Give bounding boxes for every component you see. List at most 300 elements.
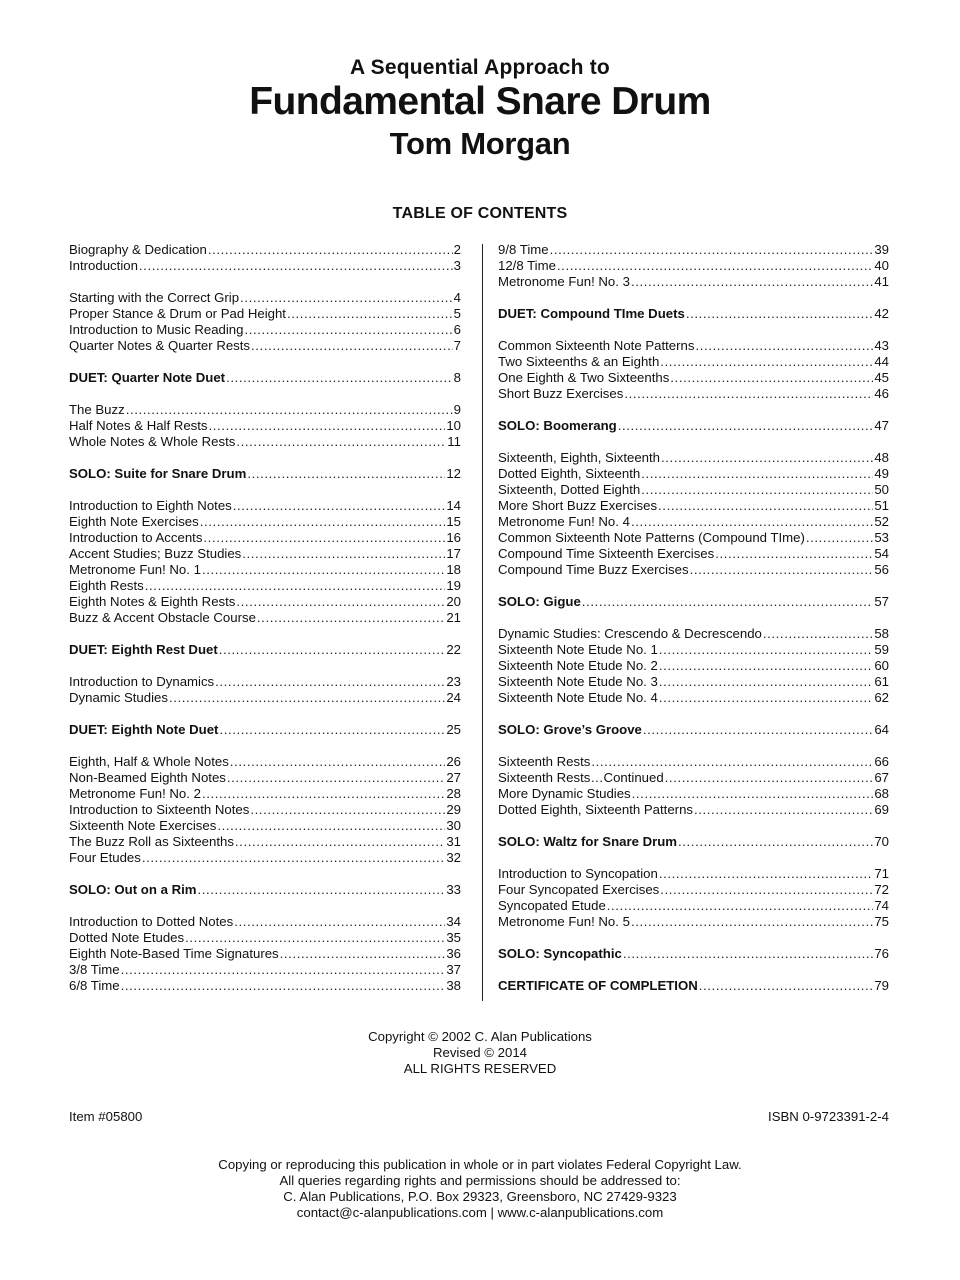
toc-entry-title: Sixteenth Note Etude No. 4	[498, 690, 658, 705]
toc-entry-page: 41	[874, 274, 889, 289]
dot-leader	[226, 370, 453, 386]
dot-leader	[202, 562, 445, 578]
toc-entry-page: 2	[453, 242, 461, 257]
toc-entry-page: 49	[874, 466, 889, 481]
dot-leader	[219, 722, 445, 738]
item-number: Item #05800	[69, 1109, 143, 1124]
dot-leader	[227, 770, 445, 786]
toc-entry	[498, 898, 889, 914]
toc-entry-title: Introduction to Music Reading	[69, 322, 244, 337]
toc-entry-title: DUET: Eighth Rest Duet	[69, 642, 218, 657]
dot-leader	[591, 754, 873, 770]
dot-leader	[607, 898, 874, 914]
publisher-contact: contact@c-alanpublications.com | www.c-alanpublications.com	[296, 1205, 664, 1220]
toc-entry-page: 11	[447, 434, 461, 449]
dot-leader	[690, 562, 874, 578]
dot-leader	[230, 754, 446, 770]
toc-entry-title: Metronome Fun! No. 2	[69, 786, 201, 801]
toc-entry	[498, 482, 889, 498]
legal-notice	[0, 1157, 960, 1221]
toc-entry-title: Dotted Note Etudes	[69, 930, 185, 945]
column-divider	[482, 244, 483, 1001]
toc-entry	[69, 610, 461, 626]
toc-entry	[69, 914, 461, 930]
toc-entry	[69, 514, 461, 530]
toc-entry-title: Introduction	[69, 258, 138, 273]
toc-entry	[498, 418, 889, 434]
dot-leader	[145, 578, 446, 594]
dot-leader	[121, 978, 446, 994]
toc-entry	[69, 882, 461, 898]
toc-entry-title: Four Syncopated Exercises	[498, 882, 660, 897]
toc-entry-page: 37	[446, 962, 461, 977]
toc-entry-page: 30	[446, 818, 461, 833]
toc-entry-title: Metronome Fun! No. 3	[498, 274, 630, 289]
dot-leader	[287, 306, 453, 322]
toc-entry	[69, 498, 461, 514]
toc-entry	[69, 754, 461, 770]
dot-leader	[236, 594, 445, 610]
toc-entry-title: Eighth Note Exercises	[69, 514, 199, 529]
dot-leader	[202, 786, 445, 802]
toc-entry-page: 74	[874, 898, 889, 913]
toc-entry-page: 21	[446, 610, 461, 625]
toc-entry	[498, 914, 889, 930]
toc-entry-page: 72	[874, 882, 889, 897]
dot-leader	[219, 642, 446, 658]
toc-entry-title: Starting with the Correct Grip	[69, 290, 240, 305]
dot-leader	[240, 290, 453, 306]
toc-entry	[498, 802, 889, 818]
dot-leader	[215, 674, 445, 690]
toc-entry	[498, 834, 889, 850]
toc-entry	[498, 642, 889, 658]
toc-entry	[69, 434, 461, 450]
toc-entry-page: 22	[446, 642, 461, 657]
dot-leader	[208, 242, 453, 258]
toc-entry-title: Biography & Dedication	[69, 242, 207, 257]
toc-entry-page: 43	[874, 338, 889, 353]
toc-entry-page: 42	[874, 306, 889, 321]
toc-entry	[69, 962, 461, 978]
toc-entry	[69, 338, 461, 354]
toc-entry-title: Eighth Note-Based Time Signatures	[69, 946, 279, 961]
toc-entry-page: 59	[874, 642, 889, 657]
toc-entry-page: 29	[446, 802, 461, 817]
toc-entry-title: Common Sixteenth Note Patterns	[498, 338, 695, 353]
toc-entry-title: SOLO: Waltz for Snare Drum	[498, 834, 678, 849]
toc-entry	[69, 242, 461, 258]
publisher-address: C. Alan Publications, P.O. Box 29323, Greensboro, NC 27429-9323	[283, 1189, 677, 1204]
toc-entry-title: Four Etudes	[69, 850, 141, 865]
legal-line-1: Copying or reproducing this publication in whole or in part violates Federal Copyright Law.	[218, 1157, 742, 1172]
copyright-block	[0, 1029, 960, 1077]
toc-entry-title: Metronome Fun! No. 5	[498, 914, 630, 929]
toc-entry-page: 52	[874, 514, 889, 529]
toc-entry-title: Sixteenth Note Etude No. 1	[498, 642, 658, 657]
toc-entry-page: 20	[446, 594, 461, 609]
toc-entry-page: 54	[874, 546, 889, 561]
toc-entry-title: Compound Time Buzz Exercises	[498, 562, 689, 577]
toc-entry-title: Introduction to Syncopation	[498, 866, 658, 881]
toc-entry	[69, 802, 461, 818]
toc-entry-page: 17	[446, 546, 461, 561]
toc-entry-title: Short Buzz Exercises	[498, 386, 624, 401]
toc-entry-page: 47	[874, 418, 889, 433]
dot-leader	[678, 834, 873, 850]
toc-entry	[498, 354, 889, 370]
dot-leader	[247, 466, 445, 482]
toc-entry	[498, 674, 889, 690]
revised-line: Revised © 2014	[432, 1045, 528, 1060]
dot-leader	[557, 258, 873, 274]
toc-entry-page: 7	[453, 338, 461, 353]
dot-leader	[200, 514, 446, 530]
toc-entry-title: Eighth Rests	[69, 578, 144, 593]
dot-leader	[670, 370, 873, 386]
toc-entry-page: 67	[874, 770, 889, 785]
toc-entry-page: 45	[874, 370, 889, 385]
toc-entry-page: 60	[874, 658, 889, 673]
dot-leader	[631, 514, 873, 530]
toc-entry	[498, 978, 889, 994]
dot-leader	[234, 914, 445, 930]
toc-entry	[69, 930, 461, 946]
dot-leader	[631, 914, 873, 930]
toc-entry	[498, 370, 889, 386]
toc-entry-title: DUET: Compound TIme Duets	[498, 306, 685, 321]
toc-entry-title: Quarter Notes & Quarter Rests	[69, 338, 251, 353]
dot-leader	[631, 274, 873, 290]
toc-entry-page: 18	[446, 562, 461, 577]
toc-entry-title: More Short Buzz Exercises	[498, 498, 658, 513]
toc-entry-page: 23	[446, 674, 461, 689]
toc-entry	[69, 402, 461, 418]
toc-entry-page: 8	[453, 370, 461, 385]
toc-entry	[69, 722, 461, 738]
toc-entry-title: Non-Beamed Eighth Notes	[69, 770, 226, 785]
dot-leader	[169, 690, 445, 706]
toc-entry	[69, 290, 461, 306]
toc-entry-title: Half Notes & Half Rests	[69, 418, 208, 433]
dot-leader	[550, 242, 874, 258]
dot-leader	[624, 386, 873, 402]
book-title: Fundamental Snare Drum	[249, 80, 711, 123]
toc-entry-page: 16	[446, 530, 461, 545]
toc-entry	[69, 674, 461, 690]
dot-leader	[699, 978, 874, 994]
toc-entry-page: 35	[446, 930, 461, 945]
toc-entry	[498, 386, 889, 402]
dot-leader	[250, 802, 445, 818]
toc-entry-page: 31	[446, 834, 461, 849]
toc-entry-title: Accent Studies; Buzz Studies	[69, 546, 242, 561]
toc-entry-title: Sixteenth, Dotted Eighth	[498, 482, 641, 497]
toc-entry-title: The Buzz	[69, 402, 125, 417]
dot-leader	[695, 338, 873, 354]
toc-entry	[69, 946, 461, 962]
dot-leader	[659, 642, 874, 658]
dot-leader	[806, 530, 873, 546]
toc-entry-page: 5	[453, 306, 461, 321]
toc-entry-title: The Buzz Roll as Sixteenths	[69, 834, 234, 849]
toc-entry-page: 6	[453, 322, 461, 337]
toc-entry-page: 15	[446, 514, 461, 529]
toc-entry-title: Eighth, Half & Whole Notes	[69, 754, 229, 769]
toc-entry	[69, 466, 461, 482]
dot-leader	[643, 722, 873, 738]
toc-entry-page: 57	[874, 594, 889, 609]
toc-entry	[69, 786, 461, 802]
toc-entry-page: 50	[874, 482, 889, 497]
toc-entry-title: SOLO: Grove’s Groove	[498, 722, 642, 737]
toc-entry-title: 9/8 Time	[498, 242, 549, 257]
toc-entry	[498, 882, 889, 898]
toc-entry	[498, 242, 889, 258]
dot-leader	[665, 770, 874, 786]
toc-entry	[69, 562, 461, 578]
copyright-line: Copyright © 2002 C. Alan Publications	[368, 1029, 592, 1044]
toc-entry-page: 58	[874, 626, 889, 641]
rights-reserved-line: ALL RIGHTS RESERVED	[403, 1061, 557, 1076]
toc-entry	[498, 514, 889, 530]
dot-leader	[244, 322, 452, 338]
dot-leader	[658, 498, 873, 514]
toc-entry-page: 4	[453, 290, 461, 305]
toc-entry-page: 53	[874, 530, 889, 545]
legal-line-2: All queries regarding rights and permissions should be addressed to:	[279, 1173, 681, 1188]
toc-entry-page: 28	[446, 786, 461, 801]
toc-entry-page: 26	[446, 754, 461, 769]
dot-leader	[142, 850, 445, 866]
book-subtitle: A Sequential Approach to	[350, 56, 610, 79]
dot-leader	[251, 338, 453, 354]
toc-entry-title: 6/8 Time	[69, 978, 120, 993]
dot-leader	[623, 946, 873, 962]
toc-entry	[498, 626, 889, 642]
toc-heading: TABLE OF CONTENTS	[392, 205, 568, 222]
toc-entry-page: 64	[874, 722, 889, 737]
toc-entry	[69, 322, 461, 338]
toc-entry-title: SOLO: Suite for Snare Drum	[69, 466, 247, 481]
dot-leader	[185, 930, 445, 946]
toc-entry	[69, 546, 461, 562]
dot-leader	[632, 786, 874, 802]
toc-entry	[69, 258, 461, 274]
toc-entry	[498, 866, 889, 882]
dot-leader	[197, 882, 445, 898]
toc-entry	[498, 594, 889, 610]
toc-entry-title: Compound Time Sixteenth Exercises	[498, 546, 715, 561]
toc-entry-title: SOLO: Out on a Rim	[69, 882, 197, 897]
dot-leader	[209, 418, 446, 434]
toc-entry-title: Common Sixteenth Note Patterns (Compound TIme)	[498, 530, 805, 545]
toc-entry-title: Introduction to Dynamics	[69, 674, 215, 689]
isbn: ISBN 0-9723391-2-4	[768, 1109, 889, 1124]
dot-leader	[257, 610, 445, 626]
toc-entry	[69, 834, 461, 850]
toc-entry-title: Sixteenth Note Etude No. 2	[498, 658, 658, 673]
toc-entry-page: 51	[874, 498, 889, 513]
toc-entry-title: Sixteenth, Eighth, Sixteenth	[498, 450, 661, 465]
toc-entry-page: 14	[446, 498, 461, 513]
toc-entry	[498, 546, 889, 562]
toc-entry-page: 33	[446, 882, 461, 897]
toc-entry-page: 61	[874, 674, 889, 689]
toc-left-column	[69, 242, 461, 994]
toc-entry-title: Dynamic Studies: Crescendo & Decrescendo	[498, 626, 762, 641]
toc-entry-page: 48	[874, 450, 889, 465]
toc-right-column	[498, 242, 889, 994]
toc-entry-title: Proper Stance & Drum or Pad Height	[69, 306, 286, 321]
toc-entry-page: 76	[874, 946, 889, 961]
dot-leader	[715, 546, 873, 562]
toc-entry-page: 36	[446, 946, 461, 961]
dot-leader	[659, 866, 874, 882]
dot-leader	[203, 530, 445, 546]
toc-entry	[498, 658, 889, 674]
toc-entry-title: One Eighth & Two Sixteenths	[498, 370, 670, 385]
toc-entry-title: Dotted Eighth, Sixteenth Patterns	[498, 802, 693, 817]
toc-entry-page: 68	[874, 786, 889, 801]
toc-entry	[498, 338, 889, 354]
toc-entry-title: SOLO: Syncopathic	[498, 946, 622, 961]
toc-entry-title: SOLO: Gigue	[498, 594, 581, 609]
toc-entry-title: Two Sixteenths & an Eighth	[498, 354, 660, 369]
toc-entry-title: Sixteenth Rests…Continued	[498, 770, 664, 785]
toc-entry	[498, 466, 889, 482]
toc-entry-title: CERTIFICATE OF COMPLETION	[498, 978, 698, 993]
toc-entry-page: 32	[446, 850, 461, 865]
dot-leader	[763, 626, 873, 642]
dot-leader	[280, 946, 446, 962]
toc-entry-title: Whole Notes & Whole Rests	[69, 434, 236, 449]
toc-entry-title: Dotted Eighth, Sixteenth	[498, 466, 641, 481]
toc-entry	[69, 978, 461, 994]
toc-entry-page: 39	[874, 242, 889, 257]
toc-entry-title: Sixteenth Note Exercises	[69, 818, 217, 833]
toc-entry	[69, 642, 461, 658]
dot-leader	[236, 434, 446, 450]
toc-entry	[69, 594, 461, 610]
dot-leader	[217, 818, 445, 834]
toc-entry-page: 62	[874, 690, 889, 705]
toc-entry	[69, 770, 461, 786]
toc-entry	[498, 946, 889, 962]
toc-entry	[498, 770, 889, 786]
toc-entry-title: Metronome Fun! No. 1	[69, 562, 201, 577]
toc-entry-page: 79	[874, 978, 889, 993]
toc-entry	[69, 370, 461, 386]
toc-entry-page: 70	[874, 834, 889, 849]
toc-entry	[498, 450, 889, 466]
toc-entry	[498, 274, 889, 290]
dot-leader	[660, 354, 873, 370]
dot-leader	[126, 402, 453, 418]
toc-entry-page: 19	[446, 578, 461, 593]
toc-entry	[498, 258, 889, 274]
toc-entry-page: 27	[446, 770, 461, 785]
toc-entry	[69, 818, 461, 834]
toc-entry	[69, 690, 461, 706]
dot-leader	[618, 418, 874, 434]
toc-entry-page: 3	[453, 258, 461, 273]
toc-entry	[69, 418, 461, 434]
dot-leader	[641, 482, 873, 498]
dot-leader	[659, 658, 874, 674]
toc-entry-title: Syncopated Etude	[498, 898, 606, 913]
toc-entry	[69, 578, 461, 594]
toc-entry-page: 75	[874, 914, 889, 929]
toc-entry-page: 71	[874, 866, 889, 881]
dot-leader	[242, 546, 445, 562]
author-name: Tom Morgan	[389, 126, 571, 161]
dot-leader	[582, 594, 874, 610]
toc-entry-page: 10	[446, 418, 461, 433]
toc-entry-page: 44	[874, 354, 889, 369]
dot-leader	[660, 882, 873, 898]
toc-entry-page: 38	[446, 978, 461, 993]
toc-entry-title: Dynamic Studies	[69, 690, 168, 705]
toc-entry	[69, 850, 461, 866]
toc-entry-title: DUET: Quarter Note Duet	[69, 370, 226, 385]
toc-entry-title: Metronome Fun! No. 4	[498, 514, 630, 529]
dot-leader	[139, 258, 453, 274]
toc-entry-title: Sixteenth Note Etude No. 3	[498, 674, 658, 689]
dot-leader	[233, 498, 446, 514]
toc-entry-title: DUET: Eighth Note Duet	[69, 722, 219, 737]
toc-entry-page: 66	[874, 754, 889, 769]
toc-entry-page: 69	[874, 802, 889, 817]
toc-entry-title: Introduction to Dotted Notes	[69, 914, 234, 929]
dot-leader	[694, 802, 873, 818]
toc-entry	[498, 786, 889, 802]
dot-leader	[659, 690, 874, 706]
toc-entry	[69, 306, 461, 322]
toc-entry-title: Eighth Notes & Eighth Rests	[69, 594, 236, 609]
dot-leader	[121, 962, 446, 978]
toc-entry-page: 56	[874, 562, 889, 577]
toc-entry	[498, 754, 889, 770]
dot-leader	[235, 834, 445, 850]
toc-entry-page: 46	[874, 386, 889, 401]
toc-entry-page: 34	[446, 914, 461, 929]
toc-entry-title: 3/8 Time	[69, 962, 120, 977]
toc-entry-title: 12/8 Time	[498, 258, 556, 273]
toc-entry-title: SOLO: Boomerang	[498, 418, 617, 433]
toc-entry-page: 9	[453, 402, 461, 417]
toc-entry	[498, 562, 889, 578]
toc-entry-page: 25	[446, 722, 461, 737]
toc-entry	[69, 530, 461, 546]
toc-entry-title: Introduction to Eighth Notes	[69, 498, 232, 513]
toc-entry-page: 40	[874, 258, 889, 273]
toc-entry	[498, 306, 889, 322]
toc-entry-page: 24	[446, 690, 461, 705]
toc-entry	[498, 498, 889, 514]
toc-entry	[498, 530, 889, 546]
toc-entry-title: Introduction to Accents	[69, 530, 203, 545]
dot-leader	[641, 466, 873, 482]
toc-entry-title: Sixteenth Rests	[498, 754, 591, 769]
toc-entry-title: Introduction to Sixteenth Notes	[69, 802, 250, 817]
toc-entry	[498, 690, 889, 706]
dot-leader	[659, 674, 874, 690]
dot-leader	[686, 306, 874, 322]
toc-entry	[498, 722, 889, 738]
toc-entry-title: More Dynamic Studies	[498, 786, 631, 801]
toc-entry-title: Buzz & Accent Obstacle Course	[69, 610, 256, 625]
